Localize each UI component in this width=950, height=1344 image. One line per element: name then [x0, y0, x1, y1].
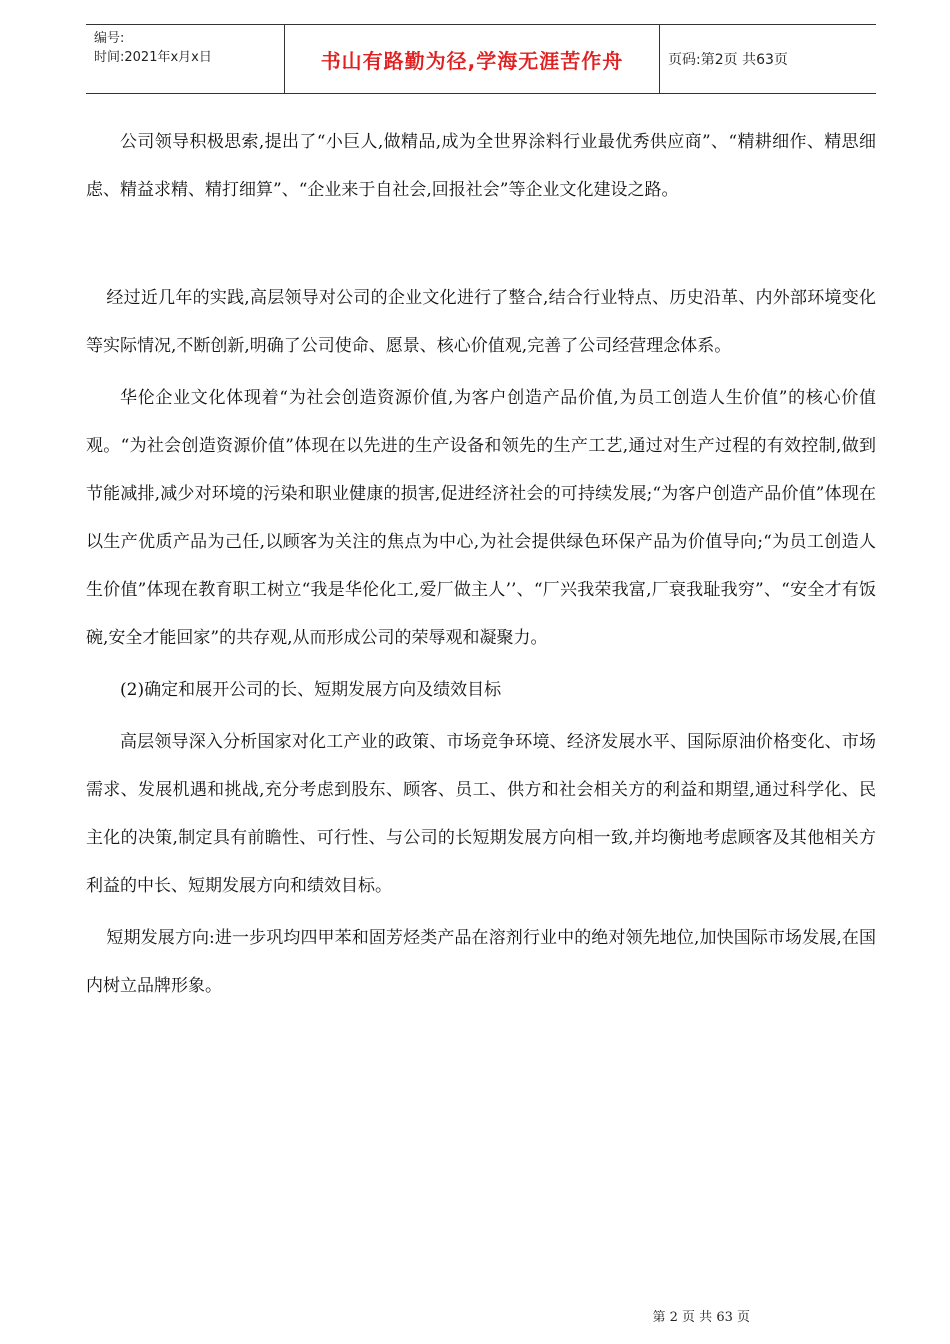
- header-page-number: 页码:第2页 共63页: [668, 52, 788, 68]
- paragraph-core-values: 华伦企业文化体现着“为社会创造资源价值,为客户创造产品价值,为员工创造人生价值”的核心价值观。“为社会创造资源价值”体现在以先进的生产设备和领先的生产工艺,通过对生产过程的有效控制,做到节能减排,减少对环境的污染和职业健康的损害,促进经济社会的可持续发展;“为客户创造产品价值”体现在以生产优质产品为己任,以顾客为关注的焦点为中心,为社会提供绿色环保产品为价值导向;“为员工创造人生价值”体现在教育职工树立“我是华伦化工,爱厂做主人’’、“厂兴我荣我富,厂衰我耻我穷”、“安全才有饭碗,安全才能回家”的共存观,从而形成公司的荣辱观和凝聚力。: [86, 388, 876, 648]
- header-meta: [94, 29, 212, 67]
- paragraph-gap: [86, 214, 876, 274]
- document-number-label: 编号:: [94, 31, 125, 46]
- paragraph-strategy: 高层领导深入分析国家对化工产业的政策、市场竞争环境、经济发展水平、国际原油价格变化、市场需求、发展机遇和挑战,充分考虑到股东、顾客、员工、供方和社会相关方的利益和期望,通过科学化、民主化的决策,制定具有前瞻性、可行性、与公司的长短期发展方向相一致,并均衡地考虑顾客及其他相关方利益的中长、短期发展方向和绩效目标。: [86, 732, 876, 896]
- header-motto-cell: [284, 25, 660, 93]
- header-motto: 书山有路勤为径,学海无涯苦作舟: [320, 48, 624, 73]
- document-body: [86, 118, 876, 1010]
- paragraph-short-term: 短期发展方向:进一步巩均四甲苯和固芳烃类产品在溶剂行业中的绝对领先地位,加快国际市场发展,在国内树立品牌形象。: [86, 928, 876, 996]
- document-time-label: 时间:2021年x月x日: [94, 50, 212, 65]
- paragraph-culture-integration: 经过近几年的实践,高层领导对公司的企业文化进行了整合,结合行业特点、历史沿革、内外部环境变化等实际情况,不断创新,明确了公司使命、愿景、核心价值观,完善了公司经营理念体系。: [86, 288, 876, 356]
- page-header: [86, 24, 876, 94]
- page-footer: 第 2 页 共 63 页: [652, 1310, 750, 1325]
- paragraph-culture-path: 公司领导积极思索,提出了“小巨人,做精品,成为全世界涂料行业最优秀供应商”、“精耕细作、精思细虑、精益求精、精打细算”、“企业来于自社会,回报社会”等企业文化建设之路。: [86, 132, 876, 200]
- section-heading: (2)确定和展开公司的长、短期发展方向及绩效目标: [120, 680, 502, 700]
